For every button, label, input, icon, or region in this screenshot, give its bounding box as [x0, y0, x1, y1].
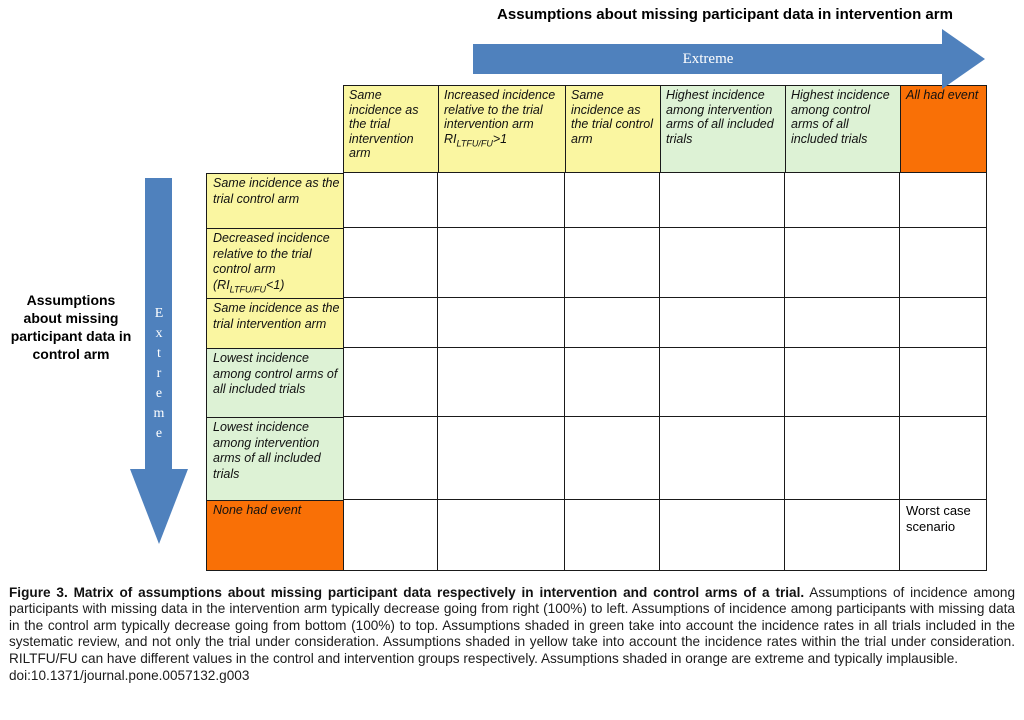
col-header-text: Highest incidence among intervention arms of all included trials — [666, 88, 774, 146]
matrix-cell — [660, 417, 785, 500]
row-header-lowest-incidence-control-arms — [206, 348, 344, 418]
matrix-cell — [565, 348, 660, 417]
matrix-cell — [785, 173, 900, 228]
intervention-axis-title: Assumptions about missing participant data in intervention arm — [497, 6, 953, 23]
row-header-text: <1) — [266, 277, 285, 292]
matrix-cell — [785, 348, 900, 417]
col-header-text: Highest incidence among control arms of all included trials — [791, 88, 890, 146]
row-header-lowest-incidence-intervention-arms — [206, 417, 344, 501]
matrix-cell — [565, 173, 660, 228]
caption-bold-lead: Figure 3. Matrix of assumptions about missing participant data respectively in intervention and control arms of a trial. — [9, 585, 805, 600]
down-arrow-label: Extreme — [151, 306, 167, 446]
matrix-cell — [565, 298, 660, 348]
matrix-cell — [785, 298, 900, 348]
row-header-text: Lowest incidence among control arms of all included trials — [213, 351, 338, 396]
control-axis-title: Assumptions about missing participant data in control arm — [10, 292, 132, 362]
matrix-cell — [438, 173, 565, 228]
col-header-highest-incidence-intervention-arms — [660, 85, 786, 173]
doi-line: doi:10.1371/journal.pone.0057132.g003 — [9, 668, 250, 684]
col-header-text: Same incidence as the trial intervention arm — [349, 88, 419, 160]
figure-caption — [9, 585, 1015, 684]
matrix-cell — [438, 298, 565, 348]
subscript: LTFU/FU — [229, 284, 267, 294]
matrix-cell — [344, 500, 438, 571]
row-header-text: Same incidence as the trial intervention arm — [213, 301, 340, 331]
matrix-cell — [438, 500, 565, 571]
worst-case-scenario-cell: Worst case scenario — [900, 500, 987, 571]
matrix-cell — [900, 298, 987, 348]
matrix-cell — [344, 173, 438, 228]
matrix-cell — [660, 500, 785, 571]
matrix-cell — [660, 348, 785, 417]
row-header-same-incidence-intervention-arm — [206, 298, 344, 349]
col-header-increased-incidence — [438, 85, 566, 173]
matrix-cell — [785, 417, 900, 500]
matrix-cell — [785, 228, 900, 298]
matrix-cell — [785, 500, 900, 571]
row-header-text: Lowest incidence among intervention arms of all included trials — [213, 420, 321, 481]
row-header-same-incidence-control-arm — [206, 173, 344, 229]
matrix-cell — [660, 173, 785, 228]
col-header-highest-incidence-control-arms — [785, 85, 901, 173]
matrix-cell — [344, 417, 438, 500]
matrix-cell — [660, 228, 785, 298]
right-arrow — [473, 44, 943, 74]
right-arrow-label: Extreme — [682, 50, 734, 67]
matrix-cell — [900, 173, 987, 228]
col-header-text: Increased incidence relative to the trial intervention arm RI — [444, 88, 556, 146]
matrix-cell — [900, 348, 987, 417]
matrix-cell — [900, 228, 987, 298]
down-arrow-head-icon — [130, 469, 188, 544]
matrix-cell — [344, 348, 438, 417]
col-header-text: All had event — [906, 88, 979, 102]
down-arrow — [145, 178, 172, 470]
col-header-text: >1 — [492, 131, 508, 146]
col-header-text: Same incidence as the trial control arm — [571, 88, 653, 146]
matrix-cell — [344, 298, 438, 348]
subscript: LTFU/FU — [456, 138, 493, 148]
row-header-text: Same incidence as the trial control arm — [213, 176, 340, 206]
col-header-same-incidence-intervention-arm — [343, 85, 439, 173]
col-header-all-had-event — [900, 85, 987, 173]
row-header-text: Decreased incidence relative to the trial control arm (RI — [213, 231, 330, 292]
col-header-same-incidence-control-arm — [565, 85, 661, 173]
matrix-cell — [660, 298, 785, 348]
matrix-cell — [565, 500, 660, 571]
row-header-none-had-event — [206, 500, 344, 571]
matrix-cell — [565, 228, 660, 298]
matrix-cell — [565, 417, 660, 500]
matrix-body — [344, 173, 987, 571]
matrix-cell — [344, 228, 438, 298]
caption-paragraph — [9, 585, 1015, 667]
row-header-text: None had event — [213, 503, 302, 517]
row-header-decreased-incidence — [206, 228, 344, 299]
matrix-cell — [438, 348, 565, 417]
matrix-cell — [900, 417, 987, 500]
matrix-cell — [438, 228, 565, 298]
right-arrow-head-icon — [942, 29, 985, 89]
caption-body: Assumptions of incidence among participants with missing data in the intervention arm typically decrease going from right (100%) to left. Assumptions of incidence among participants with missing data in the control arm typically decrease going from bottom (100%) to top. Assumptions shaded in green take into account the incidence rates in all trials included in the systematic review, and not only the trial under consideration. Assumptions shaded in yellow take into account the incidence rates within the trial under consideration. RILTFU/FU can have different values in the control and intervention groups respectively. Assumptions shaded in orange are extreme and typically implausible. — [9, 585, 1016, 666]
matrix-cell — [438, 417, 565, 500]
